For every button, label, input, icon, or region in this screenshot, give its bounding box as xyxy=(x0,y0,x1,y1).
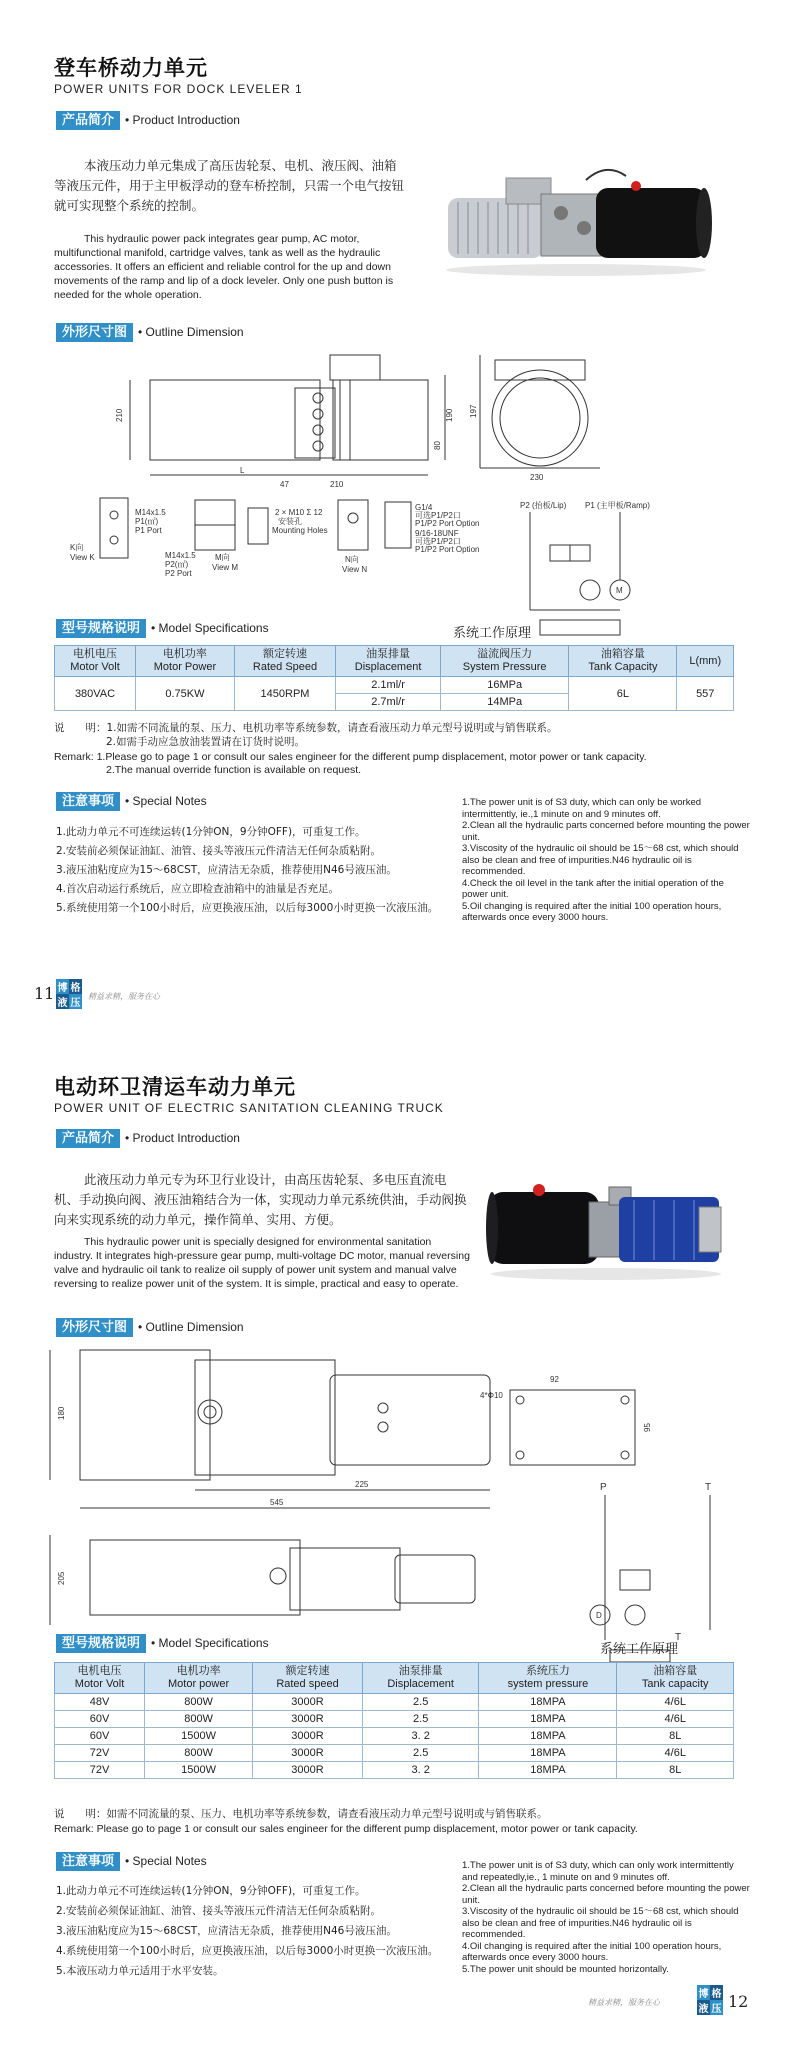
cell: 18MPA xyxy=(479,1711,617,1728)
note-item: 1.The power unit is of S3 duty, which can only be worked intermittently, ie.,1 minute on and 9 minutes off. xyxy=(462,797,702,820)
cell: 60V xyxy=(55,1711,145,1728)
section-tag-en: • Special Notes xyxy=(125,794,207,808)
header-cell: 油箱容量 Tank Capacity xyxy=(569,646,677,677)
page-subtitle: POWER UNIT OF ELECTRIC SANITATION CLEANING TRUCK xyxy=(54,1101,444,1115)
svg-text:M: M xyxy=(616,586,623,595)
header-cell: 额定转速 Rated Speed xyxy=(234,646,335,677)
note-item: 3.液压油粘度应为15～68CST，应清洁无杂质，推荐使用N46号液压油。 xyxy=(56,1925,397,1937)
cell: 1500W xyxy=(145,1762,253,1779)
note-item: 1.此动力单元不可连续运转(1分钟ON，9分钟OFF)，可重复工作。 xyxy=(56,826,366,838)
section-tag-en: • Model Specifications xyxy=(151,1636,269,1650)
section-tag-specs xyxy=(56,618,269,638)
svg-text:P1 Port: P1 Port xyxy=(135,526,162,535)
svg-text:View K: View K xyxy=(70,553,95,562)
spec-table-sanitation xyxy=(54,1662,734,1779)
slogan: 精益求精，服务在心 xyxy=(588,1998,660,2007)
header-cell: 系统压力 system pressure xyxy=(479,1663,617,1694)
section-tag-label: 外形尺寸图 xyxy=(56,1318,133,1337)
product-photo-dock-leveler xyxy=(436,158,716,278)
note-item: 2.安装前必须保证油缸、油管、接头等液压元件清洁无任何杂质粘附。 xyxy=(56,1905,382,1917)
section-tag-label: 注意事项 xyxy=(56,792,120,811)
svg-text:可选P1/P2口: 可选P1/P2口 xyxy=(415,537,461,546)
note-item: 1.The power unit is of S3 duty, which can only work intermittently and repeatedly,ie., 1 minute on and 9 minutes off. xyxy=(462,1860,734,1883)
svg-text:T: T xyxy=(705,1482,712,1493)
spec-table-dock-leveler xyxy=(54,645,734,711)
table-row xyxy=(55,1694,734,1711)
notes-list-cn xyxy=(56,823,456,918)
section-tag-label: 外形尺寸图 xyxy=(56,323,133,342)
cell: 18MPA xyxy=(479,1694,617,1711)
svg-text:K向: K向 xyxy=(70,543,84,552)
company-logo xyxy=(56,979,82,1009)
cell: 1500W xyxy=(145,1728,253,1745)
section-tag-label: 注意事项 xyxy=(56,1852,120,1871)
page-title: 登车桥动力单元 xyxy=(54,56,208,80)
section-tag-label: 型号规格说明 xyxy=(56,1634,146,1653)
header-cell: 油泵排量 Displacement xyxy=(336,646,441,677)
svg-text:230: 230 xyxy=(530,473,544,482)
intro-text-cn: 本液压动力单元集成了高压齿轮泵、电机、液压阀、油箱等液压元件，用于主甲板浮动的登车桥控制，只需一个电气按钮就可实现整个系统的控制。 xyxy=(54,158,405,213)
note-item: 4.Oil changing is required after the initial 100 operation hours, afterwards once every 3000 hours. xyxy=(462,1940,722,1963)
cell: 2.5 xyxy=(362,1711,478,1728)
logo-char: 格 xyxy=(710,1985,723,2000)
svg-text:P1/P2 Port Option: P1/P2 Port Option xyxy=(415,519,480,528)
svg-text:92: 92 xyxy=(550,1375,559,1384)
header-cell: 电机功率 Motor power xyxy=(145,1663,253,1694)
cell: 18MPA xyxy=(479,1762,617,1779)
svg-text:P1 (主甲板/Ramp): P1 (主甲板/Ramp) xyxy=(585,501,650,510)
intro-text-cn: 此液压动力单元专为环卫行业设计，由高压齿轮泵、多电压直流电机、手动换向阀、液压油箱结合为一体，实现动力单元系统供油，手动阀换向来实现系统的动力单元，操作简单、实用、方便。 xyxy=(54,1172,467,1227)
svg-text:D: D xyxy=(596,1611,602,1620)
logo-char: 压 xyxy=(69,994,82,1009)
company-logo xyxy=(697,1985,723,2015)
note-item: 3.Viscosity of the hydraulic oil should be 15～68 cst, which should also be clean and free of impurities.N46 hydraulic oil is recommended. xyxy=(462,1906,739,1940)
header-cell: 油箱容量 Tank capacity xyxy=(617,1663,734,1694)
logo-char: 博 xyxy=(56,979,69,994)
cell: 18MPA xyxy=(479,1728,617,1745)
section-tag-intro xyxy=(56,110,240,130)
cell: 8L xyxy=(617,1762,734,1779)
note-item: 2.Clean all the hydraulic parts concerned before mounting the power unit. xyxy=(462,820,750,843)
section-tag-label: 产品简介 xyxy=(56,1129,120,1148)
svg-text:P2(㎡): P2(㎡) xyxy=(165,560,189,569)
note-item: 3.Viscosity of the hydraulic oil should be 15～68 cst, which should also be clean and free of impurities.N46 hydraulic oil is recommended. xyxy=(462,843,739,877)
svg-text:安装孔: 安装孔 xyxy=(278,517,302,526)
cell: 72V xyxy=(55,1745,145,1762)
remark-cn-2: 2.如需手动应急放油装置请在订货时说明。 xyxy=(106,736,306,748)
cell-pressure: 16MPa xyxy=(440,677,568,694)
svg-text:M14x1.5: M14x1.5 xyxy=(165,551,196,560)
note-item: 4.首次启动运行系统后，应立即检查油箱中的油量是否充足。 xyxy=(56,883,340,895)
svg-text:545: 545 xyxy=(270,1498,284,1507)
cell: 3. 2 xyxy=(362,1728,478,1745)
notes-list-cn xyxy=(56,1881,456,1981)
cell: 2.5 xyxy=(362,1745,478,1762)
cell: 800W xyxy=(145,1745,253,1762)
svg-text:T: T xyxy=(675,1632,682,1643)
logo-char: 压 xyxy=(710,2000,723,2015)
svg-text:180: 180 xyxy=(57,1406,66,1420)
slogan: 精益求精，服务在心 xyxy=(88,992,160,1001)
cell: 4/6L xyxy=(617,1711,734,1728)
section-tag-label: 型号规格说明 xyxy=(56,619,146,638)
svg-text:2 × M10 Σ 12: 2 × M10 Σ 12 xyxy=(275,508,323,517)
cell: 3000R xyxy=(253,1711,363,1728)
section-tag-intro xyxy=(56,1128,240,1148)
table-row xyxy=(55,1728,734,1745)
svg-text:210: 210 xyxy=(330,480,344,489)
page-title: 电动环卫清运车动力单元 xyxy=(54,1075,296,1099)
section-tag-specs xyxy=(56,1633,269,1653)
cell: 72V xyxy=(55,1762,145,1779)
cell-tank: 6L xyxy=(569,677,677,711)
svg-text:P2 (抬板/Lip): P2 (抬板/Lip) xyxy=(520,501,567,510)
schematic-label: 系统工作原理 xyxy=(453,626,532,641)
page-number: 12 xyxy=(728,1992,749,2011)
svg-text:P1/P2 Port Option: P1/P2 Port Option xyxy=(415,545,480,554)
header-cell: 电机电压 Motor Volt xyxy=(55,1663,145,1694)
remark-line: 1.如需不同流量的泵、压力、电机功率等系统参数，请查看液压动力单元型号说明或与销售联系。 xyxy=(106,722,558,734)
cell: 4/6L xyxy=(617,1745,734,1762)
header-cell: 电机功率 Motor Power xyxy=(136,646,235,677)
svg-text:P2 Port: P2 Port xyxy=(165,569,192,578)
product-photo-sanitation xyxy=(484,1172,729,1282)
svg-text:47: 47 xyxy=(280,480,289,489)
cell: 3000R xyxy=(253,1694,363,1711)
note-item: 4.系统使用第一个100小时后，应更换液压油，以后每3000小时更换一次液压油。 xyxy=(56,1945,439,1957)
cell: 800W xyxy=(145,1711,253,1728)
note-item: 2.Clean all the hydraulic parts concerned before mounting the power unit. xyxy=(462,1883,750,1906)
cell: 3000R xyxy=(253,1728,363,1745)
section-tag-notes xyxy=(56,791,207,811)
section-tag-en: • Product Introduction xyxy=(125,1131,240,1145)
header-cell: 额定转速 Rated speed xyxy=(253,1663,363,1694)
svg-text:80: 80 xyxy=(433,441,442,450)
cell: 2.5 xyxy=(362,1694,478,1711)
table-row xyxy=(55,1745,734,1762)
cell-volt: 380VAC xyxy=(55,677,136,711)
svg-text:M14x1.5: M14x1.5 xyxy=(135,508,166,517)
cell-displacement: 2.1ml/r xyxy=(336,677,441,694)
header-cell: 油泵排量 Displacement xyxy=(362,1663,478,1694)
outline-drawing-sanitation xyxy=(50,1340,750,1670)
notes-list-en xyxy=(462,1860,752,1975)
outline-drawing-dock-leveler xyxy=(70,350,740,650)
spec-header-row xyxy=(55,1663,734,1694)
svg-text:225: 225 xyxy=(355,1480,369,1489)
cell-displacement: 2.7ml/r xyxy=(336,694,441,711)
logo-char: 液 xyxy=(697,2000,710,2015)
note-item: 4.Check the oil level in the tank after the initial operation of the power unit. xyxy=(462,877,724,900)
table-row xyxy=(55,1711,734,1728)
cell-speed: 1450RPM xyxy=(234,677,335,711)
svg-text:205: 205 xyxy=(57,1571,66,1585)
svg-text:9/16-18UNF: 9/16-18UNF xyxy=(415,529,459,538)
notes-list-en xyxy=(462,797,752,924)
svg-text:210: 210 xyxy=(115,408,124,422)
cell: 800W xyxy=(145,1694,253,1711)
remark-en-2: 2.The manual override function is available on request. xyxy=(106,764,362,776)
svg-text:95: 95 xyxy=(643,1423,652,1432)
svg-text:197: 197 xyxy=(469,404,478,418)
section-tag-notes xyxy=(56,1851,207,1871)
note-item: 5.The power unit should be mounted horizontally. xyxy=(462,1963,669,1975)
svg-text:P: P xyxy=(600,1482,607,1493)
note-item: 1.此动力单元不可连续运转(1分钟ON，9分钟OFF)，可重复工作。 xyxy=(56,1885,366,1897)
note-item: 5.本液压动力单元适用于水平安装。 xyxy=(56,1965,224,1977)
remark-en-1: Remark: 1.Please go to page 1 or consult our sales engineer for the different pump displacement, motor power or tank capacity. xyxy=(54,751,647,763)
cell: 3000R xyxy=(253,1762,363,1779)
header-cell: 溢流阀压力 System Pressure xyxy=(440,646,568,677)
table-row xyxy=(55,1762,734,1779)
svg-text:View M: View M xyxy=(212,563,239,572)
logo-char: 液 xyxy=(56,994,69,1009)
spec-header-row xyxy=(55,646,734,677)
note-item: 2.安装前必须保证油缸、油管、接头等液压元件清洁无任何杂质粘附。 xyxy=(56,845,382,857)
section-tag-outline xyxy=(56,322,244,342)
cell-length: 557 xyxy=(677,677,734,711)
cell-pressure: 14MPa xyxy=(440,694,568,711)
note-item: 5.系统使用第一个100小时后，应更换液压油，以后每3000小时更换一次液压油。 xyxy=(56,902,439,914)
section-tag-en: • Outline Dimension xyxy=(138,1320,244,1334)
cell: 8L xyxy=(617,1728,734,1745)
cell: 3000R xyxy=(253,1745,363,1762)
remark-cn xyxy=(54,721,754,735)
cell: 18MPA xyxy=(479,1745,617,1762)
svg-text:190: 190 xyxy=(445,408,454,422)
cell: 3. 2 xyxy=(362,1762,478,1779)
page-number: 11 xyxy=(34,984,55,1003)
svg-text:N向: N向 xyxy=(345,555,359,564)
remark-cn: 说 明：如需不同流量的泵、压力、电机功率等系统参数，请查看液压动力单元型号说明或与销售联系。 xyxy=(54,1808,548,1820)
svg-text:View N: View N xyxy=(342,565,368,574)
logo-char: 博 xyxy=(697,1985,710,2000)
svg-text:可选P1/P2口: 可选P1/P2口 xyxy=(415,511,461,520)
note-item: 5.Oil changing is required after the initial 100 operation hours, afterwards once every 3000 hours. xyxy=(462,900,722,923)
page-subtitle: POWER UNITS FOR DOCK LEVELER 1 xyxy=(54,82,303,96)
cell: 60V xyxy=(55,1728,145,1745)
remark-en: Remark: Please go to page 1 or consult our sales engineer for the different pump displacement, motor power or tank capacity. xyxy=(54,1823,638,1835)
section-tag-en: • Outline Dimension xyxy=(138,325,244,339)
logo-char: 格 xyxy=(69,979,82,994)
note-item: 3.液压油粘度应为15～68CST，应清洁无杂质，推荐使用N46号液压油。 xyxy=(56,864,397,876)
section-tag-en: • Special Notes xyxy=(125,1854,207,1868)
cell: 4/6L xyxy=(617,1694,734,1711)
section-tag-en: • Model Specifications xyxy=(151,621,269,635)
svg-text:M向: M向 xyxy=(215,553,230,562)
intro-text-en: This hydraulic power unit is specially designed for environmental sanitation industry. It integrates high-pressure gear pump, multi-voltage DC motor, manual reversing valve and hydraulic oil tank to realize oil supply of power unit system and manual valve reversing to realize power unit of the system. It is simple, practical and easy to operate. xyxy=(54,1236,470,1290)
svg-text:Mounting Holes: Mounting Holes xyxy=(272,526,328,535)
header-cell: L(mm) xyxy=(677,646,734,677)
schematic-label: 系统工作原理 xyxy=(600,1642,679,1657)
svg-text:G1/4: G1/4 xyxy=(415,503,433,512)
section-tag-outline xyxy=(56,1317,244,1337)
header-cell: 电机电压 Motor Volt xyxy=(55,646,136,677)
intro-text-en: This hydraulic power pack integrates gear pump, AC motor, multifunctional manifold, cartridge valves, tank as well as the hydraulic accessories. It offers an efficient and reliable control for the up and down movements of the ramp and lip of a dock leveler. Only one push button is needed for the whole operation. xyxy=(54,233,394,301)
svg-text:4*Φ10: 4*Φ10 xyxy=(480,1391,503,1400)
svg-text:P1(㎡): P1(㎡) xyxy=(135,517,159,526)
table-row xyxy=(55,677,734,694)
cell: 48V xyxy=(55,1694,145,1711)
cell-power: 0.75KW xyxy=(136,677,235,711)
section-tag-label: 产品简介 xyxy=(56,111,120,130)
section-tag-en: • Product Introduction xyxy=(125,113,240,127)
svg-text:L: L xyxy=(240,466,245,475)
remark-label: 说 明： xyxy=(54,722,107,734)
